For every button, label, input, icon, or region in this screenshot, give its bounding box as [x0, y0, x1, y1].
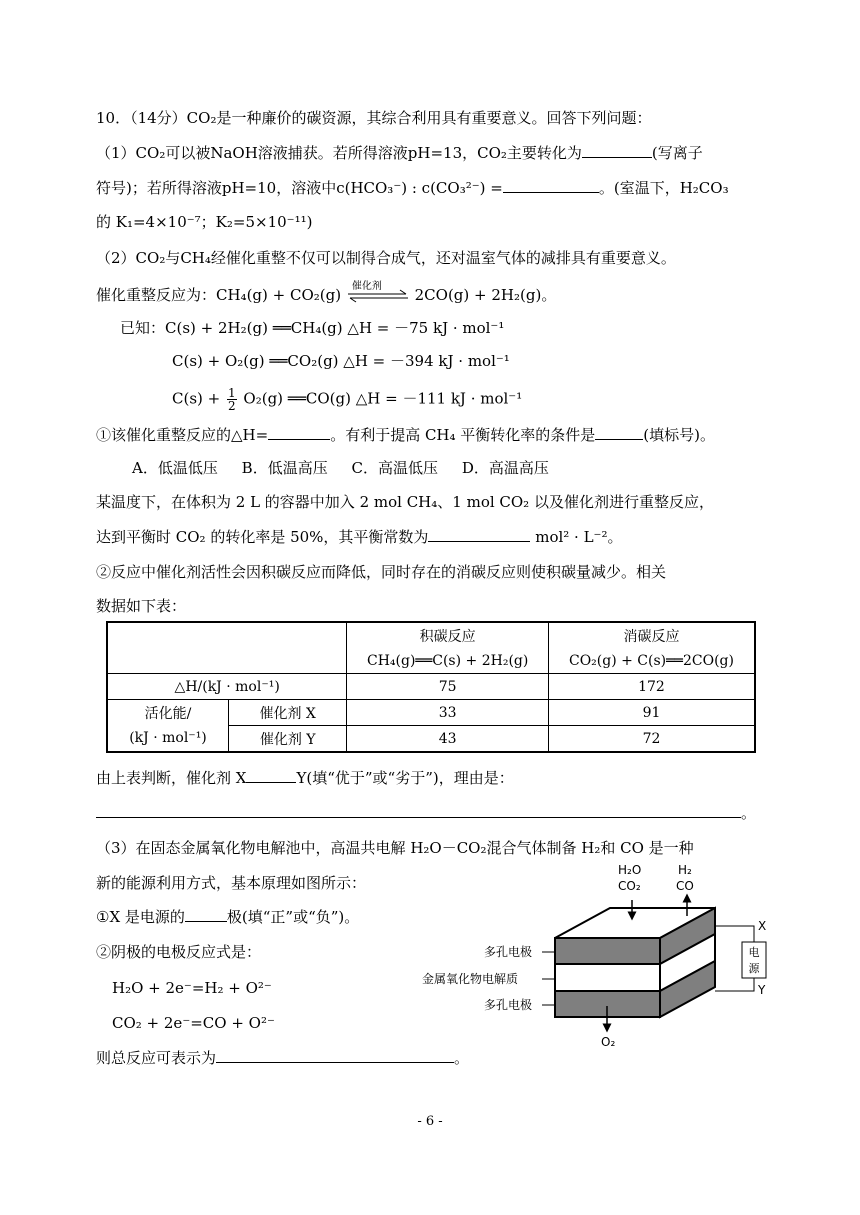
reversible-arrow — [346, 281, 410, 305]
answer-blank-compare[interactable] — [246, 768, 296, 783]
reforming-reaction-a: 催化重整反应为：CH₄(g) + CO₂(g) — [96, 286, 342, 304]
known-3-b: O₂(g) ══CO(g) △H = －111 kJ · mol⁻¹ — [243, 389, 523, 408]
part1-text-a: （1）CO₂可以被NaOH溶液捕获。若所得溶液pH=13，CO₂主要转化为 — [96, 144, 582, 162]
gas-in-co2: CO₂ — [618, 879, 641, 893]
row-label-dh: △H/(kJ · mol⁻¹) — [107, 674, 347, 700]
eq-text-b: mol² · L⁻²。 — [535, 528, 623, 546]
equilibrium-arrows-icon — [346, 285, 410, 305]
row-label-ea-1: 活化能/ — [107, 700, 229, 726]
judge-text-b: Y(填“优于”或“劣于”)，理由是： — [296, 769, 514, 787]
header-deposition-equation: CH₄(g)══C(s) + 2H₂(g) — [347, 648, 549, 674]
q1-text-b: 。有利于提高 CH₄ 平衡转化率的条件是 — [330, 426, 596, 444]
part2-line2 — [96, 281, 557, 305]
part1-line3: 的 K₁=4×10⁻⁷；K₂=5×10⁻¹¹) — [96, 213, 313, 231]
header-carbon-deposition: 积碳反应 — [347, 622, 549, 648]
cell-x-deposition: 33 — [347, 700, 549, 726]
cell-y-deposition: 43 — [347, 726, 549, 753]
known-reaction-1: 已知：C(s) + 2H₂(g) ══CH₄(g) △H = －75 kJ · mol⁻¹ — [120, 319, 505, 337]
answer-blank-reason[interactable] — [96, 803, 741, 818]
header-carbon-elimination: 消碳反应 — [548, 622, 755, 648]
table-header-row — [107, 622, 755, 648]
gas-in-h2o: H₂O — [618, 863, 642, 877]
equilibrium-line2 — [96, 527, 622, 547]
power-label-2: 源 — [748, 962, 760, 975]
q1-text-a: ①该催化重整反应的△H= — [96, 426, 269, 444]
catalyst-label: 催化剂 — [351, 281, 382, 292]
cell-dh-deposition: 75 — [347, 674, 549, 700]
answer-blank-ion[interactable] — [582, 143, 652, 158]
total-reaction-line — [96, 1048, 469, 1068]
fraction-half — [227, 387, 237, 412]
q1-text-c: (填标号)。 — [643, 426, 716, 444]
eq-text-a: 达到平衡时 CO₂ 的转化率是 50%，其平衡常数为 — [96, 528, 429, 546]
part3-q1 — [96, 907, 359, 927]
table-row — [107, 700, 755, 726]
question-intro: 10．（14分）CO₂是一种廉价的碳资源，其综合利用具有重要意义。回答下列问题： — [96, 109, 652, 127]
part2-line1: （2）CO₂与CH₄经催化重整不仅可以制得合成气，还对温室气体的减排具有重要意义。 — [96, 249, 676, 267]
reason-end: 。 — [741, 804, 757, 822]
data-table — [106, 621, 756, 753]
answer-blank-pole[interactable] — [185, 907, 227, 922]
gas-out-o2: O₂ — [601, 1035, 616, 1049]
cell-y-elimination: 72 — [548, 726, 755, 753]
label-porous-electrode-bottom: 多孔电极 — [484, 998, 533, 1012]
judge-line — [96, 768, 514, 788]
terminal-x: X — [758, 919, 767, 933]
answer-blank-total[interactable] — [216, 1048, 454, 1063]
part2-q1 — [96, 425, 715, 445]
part2-q2-line2: 数据如下表： — [96, 597, 187, 615]
part1-line1 — [96, 143, 703, 163]
part3-q2: ②阴极的电极反应式是： — [96, 943, 262, 961]
judge-text-a: 由上表判断，催化剂 X — [96, 769, 247, 787]
total-text-a: 则总反应可表示为 — [96, 1049, 217, 1067]
reforming-reaction-b: 2CO(g) + 2H₂(g)。 — [414, 286, 557, 304]
row-label-cat-y: 催化剂 Y — [229, 726, 347, 753]
p3-q1-text-a: ①X 是电源的 — [96, 908, 185, 926]
oxide-electrolyte — [555, 964, 660, 991]
answer-blank-ratio[interactable] — [503, 178, 599, 193]
part1-text-c: 符号)；若所得溶液pH=10，溶液中c(HCO₃⁻) : c(CO₃²⁻) = — [96, 179, 503, 197]
page-number: - 6 - — [417, 1114, 443, 1129]
cell-dh-elimination: 172 — [548, 674, 755, 700]
label-porous-electrode-top: 多孔电极 — [484, 945, 533, 959]
answer-blank-dh[interactable] — [268, 425, 330, 440]
cell-x-elimination: 91 — [548, 700, 755, 726]
power-label-1: 电 — [748, 946, 760, 959]
answer-blank-condition[interactable] — [595, 425, 643, 440]
table-row — [107, 674, 755, 700]
row-label-ea-2: (kJ · mol⁻¹) — [107, 726, 229, 753]
known-3-a: C(s) + — [172, 389, 221, 408]
fraction-denominator: 2 — [228, 399, 236, 413]
part2-q2-line1: ②反应中催化剂活性会因积碳反应而降低，同时存在的消碳反应则使积碳量减少。相关 — [96, 563, 667, 581]
gas-out-h2: H₂ — [678, 863, 692, 877]
wire-x — [715, 926, 754, 942]
porous-electrode-top — [555, 938, 660, 964]
gas-out-co: CO — [676, 879, 694, 893]
half-reaction-2: CO₂ + 2e⁻=CO + O²⁻ — [112, 1014, 275, 1032]
terminal-y: Y — [758, 983, 766, 997]
reason-line — [96, 803, 756, 823]
row-label-cat-x: 催化剂 X — [229, 700, 347, 726]
fraction-numerator: 1 — [228, 386, 236, 400]
part1-text-d: 。(室温下，H₂CO₃ — [598, 179, 729, 197]
table-corner-cell — [107, 622, 347, 674]
table-row — [107, 726, 755, 753]
options-line: A．低温低压 B．低温高压 C．高温低压 D．高温高压 — [132, 459, 549, 477]
wire-y — [715, 978, 754, 991]
known-reaction-3 — [172, 387, 522, 412]
electrolysis-diagram — [420, 858, 780, 1058]
part3-line2: 新的能源利用方式，基本原理如图所示： — [96, 874, 367, 892]
label-electrolyte: 金属氧化物电解质 — [422, 972, 519, 986]
header-elimination-equation: CO₂(g) + C(s)══2CO(g) — [548, 648, 755, 674]
answer-blank-k[interactable] — [428, 527, 530, 542]
total-text-b: 。 — [454, 1049, 470, 1067]
part3-line1: （3）在固态金属氧化物电解池中，高温共电解 H₂O－CO₂混合气体制备 H₂和 CO 是一种 — [96, 839, 694, 857]
part1-text-b: (写离子 — [651, 144, 703, 162]
part1-line2 — [96, 178, 729, 198]
half-reaction-1: H₂O + 2e⁻=H₂ + O²⁻ — [112, 979, 272, 997]
known-reaction-2: C(s) + O₂(g) ══CO₂(g) △H = －394 kJ · mol⁻¹ — [172, 352, 510, 370]
equilibrium-line1: 某温度下，在体积为 2 L 的容器中加入 2 mol CH₄、1 mol CO₂ 以及催化剂进行重整反应， — [96, 493, 714, 511]
p3-q1-text-b: 极(填“正”或“负”)。 — [226, 908, 360, 926]
